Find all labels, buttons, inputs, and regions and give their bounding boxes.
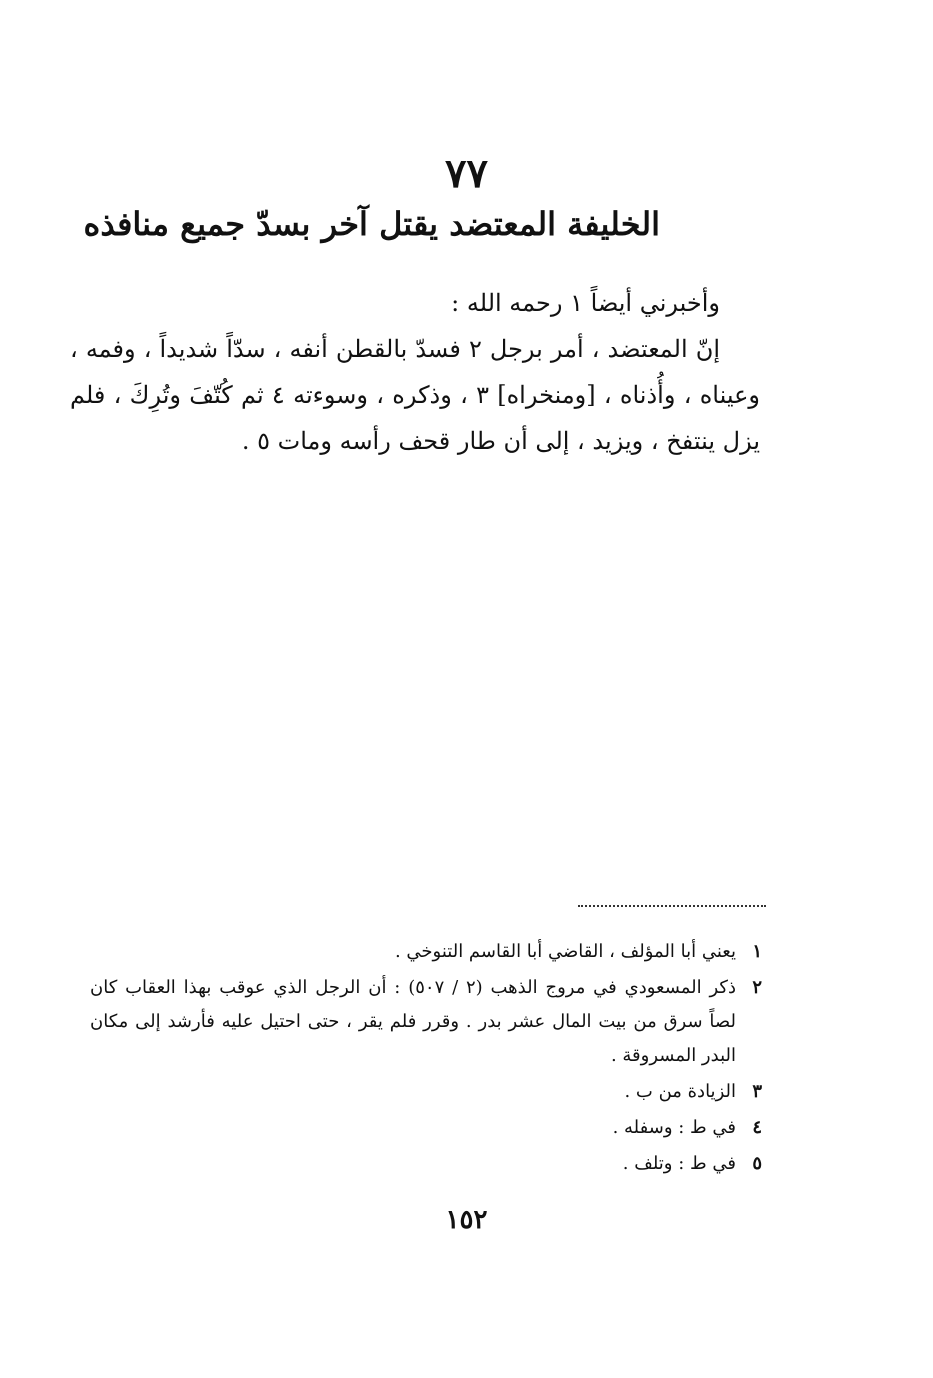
footnote-text: يعني أبا المؤلف ، القاضي أبا القاسم التنوخي . [394,941,736,962]
footnote-2 [90,971,762,1073]
footnote-1 [90,935,762,969]
story-number: ٧٧ [445,150,488,197]
story-body [70,280,760,464]
footnote-number: ١ [752,941,762,962]
footnote-3 [90,1075,762,1109]
story-intro: وأخبرني أيضاً ١ رحمه الله : [451,289,720,317]
footnote-number: ٥ [752,1153,762,1174]
story-title: الخليفة المعتضد يقتل آخر بسدّ جميع منافذه [83,205,660,243]
page-number: ١٥٢ [445,1205,488,1235]
footnote-number: ٤ [752,1117,762,1138]
story-paragraph: إنّ المعتضد ، أمر برجل ٢ فسدّ بالقطن أنفه ، سدّاً شديداً ، وفمه ، وعيناه ، وأُذناه ، [ومنخراه] ٣ ، وذكره ، وسوءته ٤ ثم كُتّفَ وتُرِكَ ، فلم يزل ينتفخ ، ويزيد ، إلى أن طار قحف رأسه ومات ٥ . [70,335,760,455]
footnote-divider [578,905,766,907]
footnote-text: الزيادة من ب . [624,1081,736,1102]
footnote-text: في ط : وتلف . [622,1153,736,1174]
footnote-5 [90,1147,762,1181]
footnotes [90,935,762,1183]
footnote-number: ٢ [752,977,762,998]
footnote-text: ذكر المسعودي في مروج الذهب (٢ / ٥٠٧) : أن الرجل الذي عوقب بهذا العقاب كان لصاً سرق من بيت المال عشر بدر . وقرر فلم يقر ، حتى احتيل عليه فأرشد إلى مكان البدر المسروقة . [90,977,736,1066]
footnote-number: ٣ [752,1081,762,1102]
footnote-text: في ط : وسفله . [612,1117,736,1138]
footnote-4 [90,1111,762,1145]
